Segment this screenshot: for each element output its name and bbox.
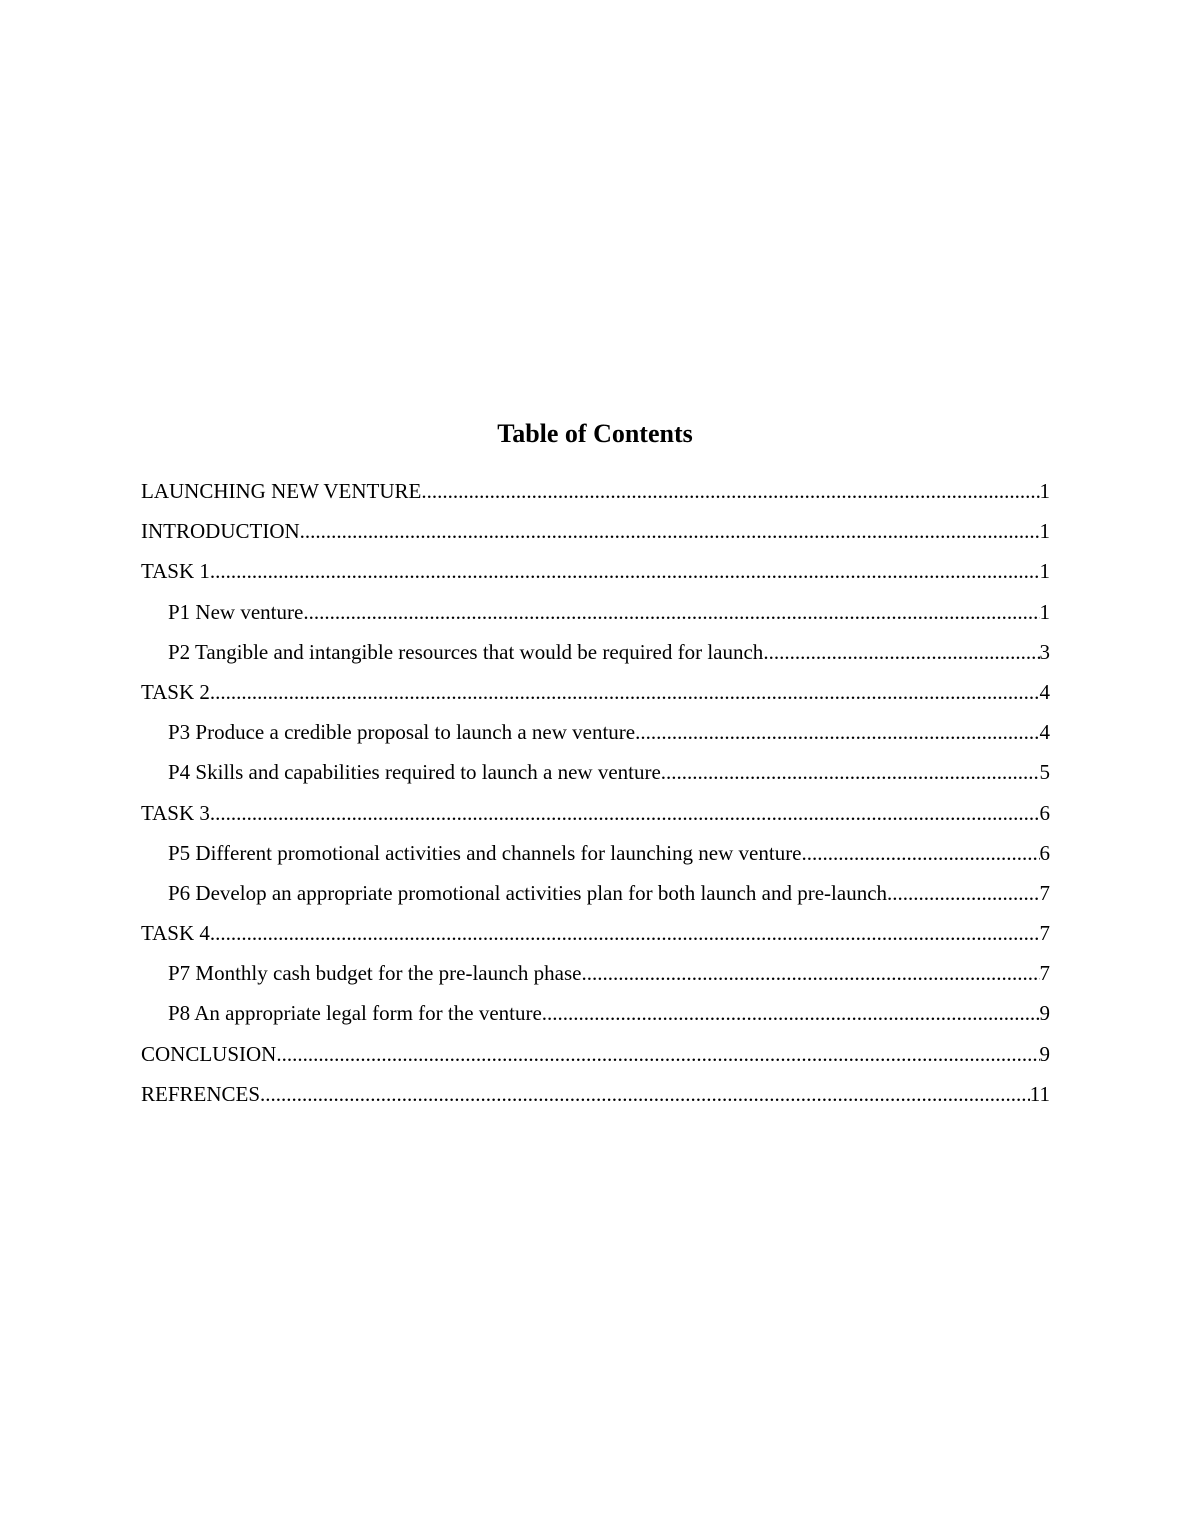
toc-entry-page: 7 bbox=[1039, 880, 1050, 905]
toc-entry-label: CONCLUSION bbox=[141, 1041, 277, 1066]
toc-entry-label: P1 New venture bbox=[168, 599, 304, 624]
toc-entry-label: LAUNCHING NEW VENTURE bbox=[141, 479, 422, 503]
toc-entry-page: 6 bbox=[1039, 800, 1050, 825]
toc-leader-dots bbox=[581, 955, 1039, 991]
toc-subentry[interactable] bbox=[141, 754, 1050, 794]
toc-entry-label: P6 Develop an appropriate promotional activities plan for both launch and pre-launch bbox=[168, 880, 888, 905]
toc-entry-label: P7 Monthly cash budget for the pre-launch phase bbox=[168, 961, 582, 986]
toc-entry[interactable] bbox=[141, 513, 1050, 553]
toc-subentry[interactable] bbox=[141, 875, 1050, 915]
toc-entry[interactable] bbox=[141, 674, 1050, 714]
toc-leader-dots bbox=[421, 473, 1039, 509]
toc-leader-dots bbox=[210, 915, 1040, 951]
toc-entry[interactable] bbox=[141, 553, 1050, 593]
toc-leader-dots bbox=[260, 1076, 1030, 1112]
toc-entry-label: INTRODUCTION bbox=[141, 519, 300, 544]
toc-leader-dots bbox=[802, 835, 1040, 871]
toc-subentry[interactable] bbox=[141, 955, 1050, 995]
toc-entry[interactable] bbox=[141, 1036, 1050, 1076]
toc-entry[interactable] bbox=[141, 795, 1050, 835]
toc-leader-dots bbox=[276, 1036, 1039, 1072]
toc-entry-label: REFRENCES bbox=[141, 1081, 261, 1106]
toc-subentry[interactable] bbox=[141, 594, 1050, 634]
toc-leader-dots bbox=[542, 995, 1040, 1031]
toc-entry-page: 9 bbox=[1039, 1001, 1050, 1026]
toc-leader-dots bbox=[763, 634, 1039, 670]
toc-entry-page: 4 bbox=[1039, 679, 1050, 704]
toc-entry-page: 11 bbox=[1029, 1081, 1050, 1106]
toc-entry-label: TASK 2 bbox=[141, 679, 210, 704]
toc-leader-dots bbox=[300, 513, 1040, 549]
toc-title: Table of Contents bbox=[497, 419, 693, 448]
toc-entry-page: 1 bbox=[1039, 519, 1050, 544]
toc-entry-page: 1 bbox=[1039, 479, 1050, 503]
toc-entry-label: P3 Produce a credible proposal to launch a new venture bbox=[168, 720, 636, 745]
toc-leader-dots bbox=[210, 674, 1040, 710]
toc-subentry[interactable] bbox=[141, 714, 1050, 754]
toc-entry-label: TASK 4 bbox=[141, 921, 210, 946]
toc-entry[interactable] bbox=[141, 915, 1050, 955]
toc-entry[interactable] bbox=[141, 1076, 1050, 1116]
toc-entry-page: 7 bbox=[1039, 921, 1050, 946]
toc-leader-dots bbox=[887, 875, 1039, 911]
toc-leader-dots bbox=[210, 553, 1040, 589]
toc-subentry[interactable] bbox=[141, 634, 1050, 674]
toc-entry-label: P2 Tangible and intangible resources that would be required for launch bbox=[168, 639, 764, 664]
toc-entry[interactable] bbox=[141, 473, 1050, 513]
toc-subentry[interactable] bbox=[141, 995, 1050, 1035]
toc-entry-label: TASK 1 bbox=[141, 559, 210, 584]
toc-entry-label: P8 An appropriate legal form for the venture bbox=[168, 1001, 542, 1026]
toc-entry-page: 5 bbox=[1039, 760, 1050, 785]
toc-entry-page: 9 bbox=[1039, 1041, 1050, 1066]
toc-subentry[interactable] bbox=[141, 835, 1050, 875]
toc-entry-page: 7 bbox=[1039, 961, 1050, 986]
toc-entry-label: P4 Skills and capabilities required to launch a new venture bbox=[168, 760, 661, 785]
toc-entry-page: 6 bbox=[1039, 840, 1050, 865]
toc-leader-dots bbox=[303, 594, 1039, 630]
toc-entry-page: 1 bbox=[1039, 559, 1050, 584]
toc-leader-dots bbox=[210, 795, 1040, 831]
toc-entry-page: 4 bbox=[1039, 720, 1050, 745]
toc-entry-page: 3 bbox=[1039, 639, 1050, 664]
toc-leader-dots bbox=[635, 714, 1039, 750]
toc-leader-dots bbox=[661, 754, 1040, 790]
toc-list bbox=[141, 473, 1050, 1116]
toc-entry-label: P5 Different promotional activities and channels for launching new venture bbox=[168, 840, 802, 865]
toc-entry-label: TASK 3 bbox=[141, 800, 210, 825]
toc-entry-page: 1 bbox=[1039, 599, 1050, 624]
